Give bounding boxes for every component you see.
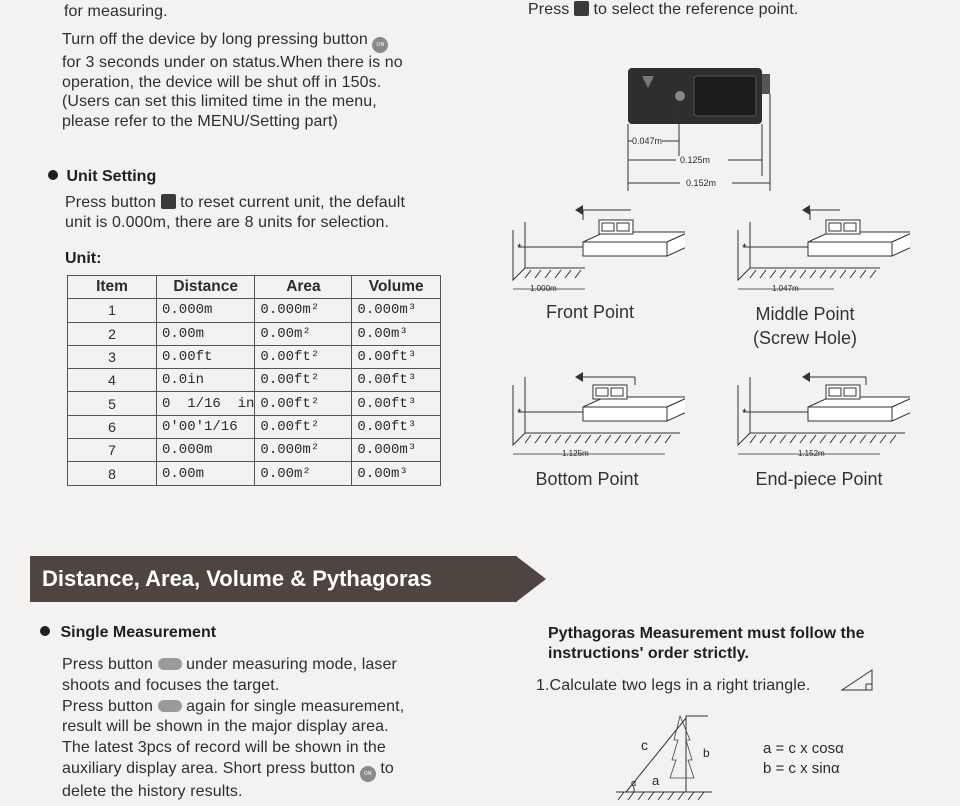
table-row bbox=[68, 415, 441, 438]
table-row bbox=[68, 369, 441, 392]
cell: 0.00ft³ bbox=[352, 392, 441, 415]
turn-off-line-2: for 3 seconds under on status.When there is no bbox=[62, 54, 403, 71]
bottom-point-caption: Bottom Point bbox=[535, 469, 639, 489]
label-alpha: α bbox=[631, 778, 637, 788]
turn-off-line-1: Turn off the device by long pressing button ON bbox=[62, 30, 462, 53]
cell: 0.00ft² bbox=[255, 415, 352, 438]
dimension-label-2: 0.125m bbox=[680, 155, 711, 165]
dimension-label-3: 0.152m bbox=[686, 178, 717, 188]
cell: 0.000m³ bbox=[352, 299, 441, 322]
bullet-icon bbox=[48, 170, 58, 180]
laser-dot-icon: * bbox=[517, 406, 522, 420]
table-row bbox=[68, 392, 441, 415]
tree-icon bbox=[670, 716, 694, 778]
cell: 0.00ft bbox=[157, 345, 255, 368]
table-row bbox=[68, 322, 441, 345]
col-volume: Volume bbox=[352, 276, 441, 299]
turn-off-paragraph bbox=[62, 30, 462, 131]
front-measure: 1.000m bbox=[530, 284, 557, 293]
label-c: c bbox=[641, 737, 648, 753]
cell: 0.00ft³ bbox=[352, 415, 441, 438]
section-banner: Distance, Area, Volume & Pythagoras bbox=[30, 556, 517, 602]
reference-instruction: Press to select the reference point. bbox=[528, 1, 799, 18]
cell: 0.000m³ bbox=[352, 439, 441, 462]
cell: 0.000m bbox=[157, 299, 255, 322]
cell: 0.0in bbox=[157, 369, 255, 392]
cell: 0'00'1/16 bbox=[157, 415, 255, 438]
middle-point-caption: Middle Point (Screw Hole) bbox=[752, 304, 858, 348]
label-b: b bbox=[703, 746, 710, 760]
read-icon bbox=[158, 700, 182, 712]
cell: 0.00m² bbox=[255, 322, 352, 345]
cell: 0.00ft² bbox=[255, 369, 352, 392]
cell: 0.00m³ bbox=[352, 462, 441, 485]
power-clear-icon: ON bbox=[360, 766, 376, 782]
unit-setting-text: Press button to reset current unit, the default unit is 0.000m, there are 8 units for selection. bbox=[65, 194, 405, 231]
cell: 4 bbox=[68, 369, 157, 392]
cell: 0.00ft³ bbox=[352, 369, 441, 392]
single-line-6: auxiliary display area. Short press button ON to bbox=[62, 759, 482, 782]
reference-icon bbox=[574, 1, 589, 16]
unit-label: Unit: bbox=[65, 250, 102, 267]
col-distance: Distance bbox=[157, 276, 255, 299]
single-line-4: result will be shown in the major display area. bbox=[62, 718, 389, 736]
table-row bbox=[68, 462, 441, 485]
unit-table bbox=[67, 275, 441, 486]
bullet-icon bbox=[40, 626, 50, 636]
single-line-3: Press button again for single measurement, bbox=[62, 697, 405, 715]
cell: 5 bbox=[68, 392, 157, 415]
cell: 7 bbox=[68, 439, 157, 462]
device-screen bbox=[694, 76, 756, 116]
table-row bbox=[68, 299, 441, 322]
pythagoras-formulas bbox=[763, 739, 844, 779]
unit-icon bbox=[161, 194, 176, 209]
front-point-caption: Front Point bbox=[545, 302, 635, 322]
cell: 2 bbox=[68, 322, 157, 345]
table-row bbox=[68, 345, 441, 368]
middle-measure: 1.047m bbox=[772, 284, 799, 293]
unit-setting-heading: Unit Setting bbox=[48, 168, 156, 186]
end-piece-measure: 1.152m bbox=[798, 449, 825, 458]
bottom-measure: 1.125m bbox=[562, 449, 589, 458]
read-icon bbox=[158, 658, 182, 670]
right-triangle-icon bbox=[840, 668, 874, 692]
cell: 0.00ft² bbox=[255, 392, 352, 415]
formula-b: b = c x sinα bbox=[763, 760, 840, 777]
formula-a: a = c x cosα bbox=[763, 740, 844, 757]
end-piece-point-caption: End-piece Point bbox=[755, 469, 883, 489]
banner-arrow-tip bbox=[516, 556, 546, 602]
power-clear-icon: ON bbox=[372, 37, 388, 53]
table-row bbox=[68, 439, 441, 462]
single-line-5: The latest 3pcs of record will be shown in the bbox=[62, 739, 386, 757]
cell: 0.00ft² bbox=[255, 345, 352, 368]
device-tail bbox=[762, 74, 770, 94]
cell: 0.000m² bbox=[255, 299, 352, 322]
cell: 0.00m² bbox=[255, 462, 352, 485]
turn-off-line-4: (Users can set this limited time in the menu, bbox=[62, 93, 377, 110]
cell: 0.000m² bbox=[255, 439, 352, 462]
cell: 0.00m bbox=[157, 462, 255, 485]
cell: 0.00ft³ bbox=[352, 345, 441, 368]
single-line-7: delete the history results. bbox=[62, 782, 243, 800]
single-line-1: Press button under measuring mode, laser bbox=[62, 656, 397, 673]
device-button-icon bbox=[675, 91, 685, 101]
label-a: a bbox=[652, 773, 660, 788]
turn-off-line-3: operation, the device will be shut off in 150s. bbox=[62, 73, 382, 91]
cell: 3 bbox=[68, 345, 157, 368]
cell: 1 bbox=[68, 299, 157, 322]
single-measurement-text bbox=[62, 655, 482, 803]
pythagoras-heading: Pythagoras Measurement must follow the instructions' order strictly. bbox=[548, 625, 865, 662]
single-measurement-heading: Single Measurement bbox=[40, 624, 216, 642]
turn-off-line-5: please refer to the MENU/Setting part) bbox=[62, 112, 338, 130]
pythagoras-step-1: 1.Calculate two legs in a right triangle. bbox=[536, 677, 811, 694]
col-area: Area bbox=[255, 276, 352, 299]
dimension-label-1: 0.047m bbox=[632, 136, 663, 146]
laser-dot-icon: * bbox=[517, 241, 522, 255]
cell: 6 bbox=[68, 415, 157, 438]
cell: 0.00m³ bbox=[352, 322, 441, 345]
table-header-row bbox=[68, 276, 441, 299]
cell: 0.000m bbox=[157, 439, 255, 462]
cell: 0.00m bbox=[157, 322, 255, 345]
middle-point-diagram bbox=[730, 200, 910, 300]
device-dimension-diagram bbox=[620, 66, 780, 192]
cell: 8 bbox=[68, 462, 157, 485]
cell: 0 1/16 in bbox=[157, 392, 255, 415]
single-line-2: shoots and focuses the target. bbox=[62, 676, 280, 694]
laser-dot-icon: * bbox=[742, 241, 747, 255]
col-item: Item bbox=[68, 276, 157, 299]
bottom-point-diagram bbox=[505, 365, 685, 465]
laser-dot-icon: * bbox=[742, 406, 747, 420]
intro-line: for measuring. bbox=[64, 3, 168, 20]
